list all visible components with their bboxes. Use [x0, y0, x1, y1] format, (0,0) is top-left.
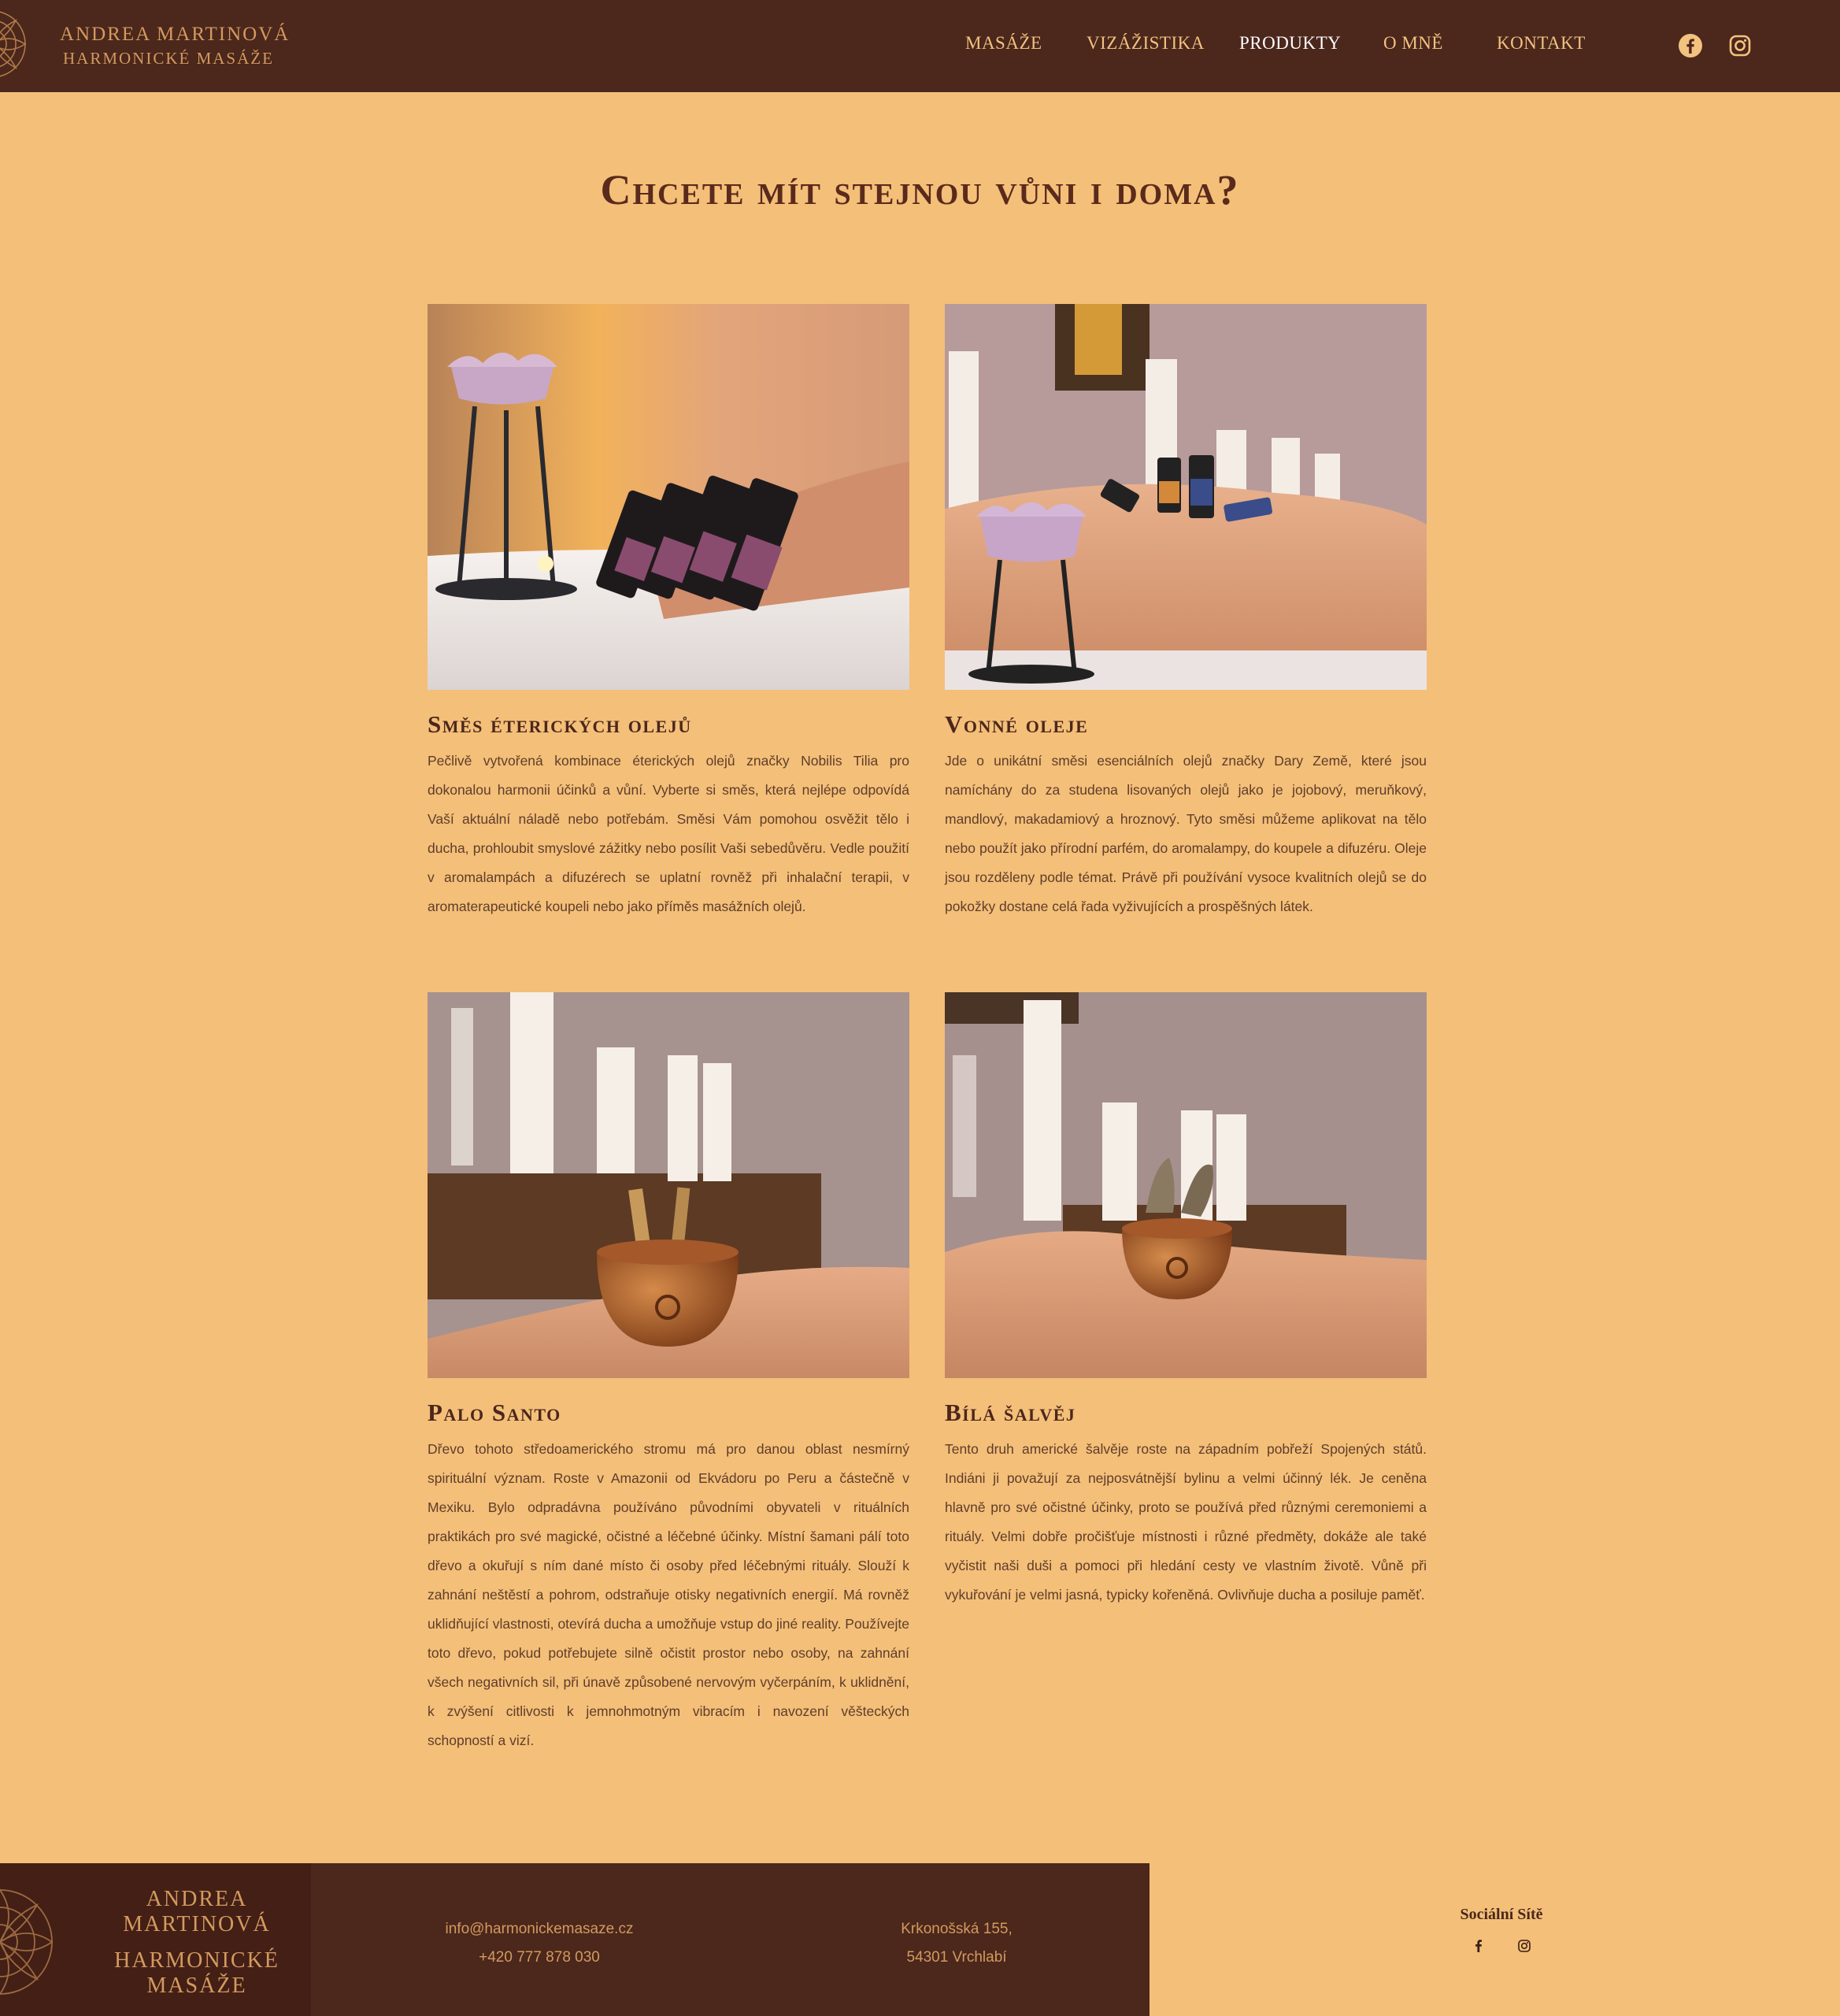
site-logo[interactable]: [0, 0, 291, 92]
product-image-etericke-oleje: [428, 304, 909, 690]
footer-social: [1401, 1906, 1601, 1954]
product-description: Jde o unikátní směsi esenciálních olejů značky Dary Země, které jsou namíchány do za studena lisovaných olejů jako je jojobový, meruňkový, mandlový, makadamiový a hroznový. Tyto směsi můžeme aplikovat na tělo nebo použít jako přírodní parfém, do aromalampy, do koupele a difuzéru. Oleje jsou rozděleny podle témat. Právě při používání vysoce kvalitních olejů se do pokožky dostane celá řada vyživujících a prospěšných látek.: [945, 753, 1427, 914]
footer-logo-line: ANDREA: [146, 1887, 248, 1911]
footer-social-icons: [1401, 1938, 1601, 1954]
header-instagram-link[interactable]: [1727, 33, 1753, 62]
product-title: Vonné oleje: [945, 710, 1089, 738]
product-title: Směs éterických olejů: [428, 710, 692, 738]
footer-email-link[interactable]: info@harmonickemasaze.cz: [445, 1921, 634, 1937]
product-title: Bílá šalvěj: [945, 1399, 1076, 1426]
product-description: Pečlivě vytvořená kombinace éterických olejů značky Nobilis Tilia pro dokonalou harmonii účinků a vůní. Vyberte si směs, která nejlépe odpovídá Vaší aktuální náladě nebo potřebám. Směsi Vám pomohou osvěžit tělo i ducha, prohloubit smyslové zážitky nebo posílit Vaši sebedůvěru. Vedle použití v aromalampách a difuzérech se uplatní rovněž při inhalační terapii, v aromaterapeutické koupeli nebo jako příměs masážních olejů.: [428, 753, 909, 914]
site-footer: [0, 1863, 1150, 2016]
product-card-vonne-oleje: [945, 304, 1427, 921]
logo-name: ANDREA MARTINOVÁ: [60, 24, 291, 45]
facebook-icon: [1678, 33, 1703, 58]
nav-item-vizazistika[interactable]: VIZÁŽISTIKA: [1087, 33, 1205, 53]
page-title: Chcete mít stejnou vůni i doma?: [600, 166, 1240, 213]
footer-city: 54301 Vrchlabí: [906, 1949, 1007, 1966]
nav-item-masaze[interactable]: MASÁŽE: [965, 33, 1042, 53]
footer-street: Krkonošská 155,: [901, 1921, 1013, 1937]
product-card-etericke-oleje: [428, 304, 909, 921]
footer-contact: [425, 1915, 653, 1972]
nav-item-kontakt[interactable]: KONTAKT: [1497, 33, 1586, 53]
instagram-icon[interactable]: [1516, 1938, 1532, 1954]
product-title: Palo Santo: [428, 1399, 561, 1426]
product-card-palo-santo: [428, 992, 909, 1755]
product-card-bila-salvej: [945, 992, 1427, 1610]
mandala-logo-icon: [0, 0, 47, 93]
product-description: Dřevo tohoto středoamerického stromu má pro danou oblast nesmírný spirituální význam. Roste v Amazonii od Ekvádoru po Peru a částečně v Mexiku. Bylo odpradávna používáno původními obyvateli v rituálních praktikách pro své magické, očistné a léčebné účinky. Místní šamani pálí toto dřevo a okuřují s ním dané místo či osoby před léčebnými rituály. Slouží k zahnání neštěstí a pohrom, odstraňuje otisky negativních energií. Má rovněž uklidňující vlastnosti, otevírá ducha a umožňuje vstup do jiné reality. Používejte toto dřevo, pokud potřebujete silně očistit prostor nebo osoby, na zahnání všech negativních sil, při únavě způsobené nervovým vyčerpáním, k uklidnění, k zvýšení citlivosti k jemnohmotným vibracím i navození věšteckých schopností a vizí.: [428, 1441, 909, 1748]
footer-logo-line: HARMONICKÉ: [114, 1948, 280, 1973]
footer-logo-text: [102, 1887, 291, 1999]
footer-phone-link[interactable]: +420 777 878 030: [479, 1949, 600, 1966]
mandala-logo-icon: [0, 1863, 87, 2016]
product-image-bila-salvej: [945, 992, 1427, 1378]
nav-item-produkty[interactable]: PRODUKTY: [1239, 33, 1342, 53]
footer-address: [866, 1915, 1047, 1972]
footer-logo[interactable]: [0, 1863, 311, 2016]
instagram-icon: [1727, 33, 1753, 58]
footer-logo-line: MASÁŽE: [146, 1973, 247, 1998]
site-header: [0, 0, 1840, 92]
product-image-palo-santo: [428, 992, 909, 1378]
footer-logo-line: MARTINOVÁ: [123, 1912, 271, 1936]
nav-item-o-mne[interactable]: O MNĚ: [1383, 33, 1443, 53]
header-facebook-link[interactable]: [1678, 33, 1703, 62]
product-image-vonne-oleje: [945, 304, 1427, 690]
footer-social-title: Sociální Sítě: [1460, 1906, 1543, 1923]
logo-tagline: HARMONICKÉ MASÁŽE: [63, 49, 274, 68]
facebook-icon[interactable]: [1471, 1938, 1486, 1954]
product-description: Tento druh americké šalvěje roste na západním pobřeží Spojených států. Indiáni ji považují za nejposvátnější bylinu a velmi účinný lék. Je ceněna hlavně pro své očistné účinky, proto se používá před různými ceremoniemi a rituály. Velmi dobře pročišťuje místnosti i různé předměty, dokáže ale také vyčistit naši duši a pomoci při hledání cesty ve vlastním životě. Vůně při vykuřování je velmi jasná, typicky kořeněná. Ovlivňuje ducha a posiluje paměť.: [945, 1441, 1427, 1603]
